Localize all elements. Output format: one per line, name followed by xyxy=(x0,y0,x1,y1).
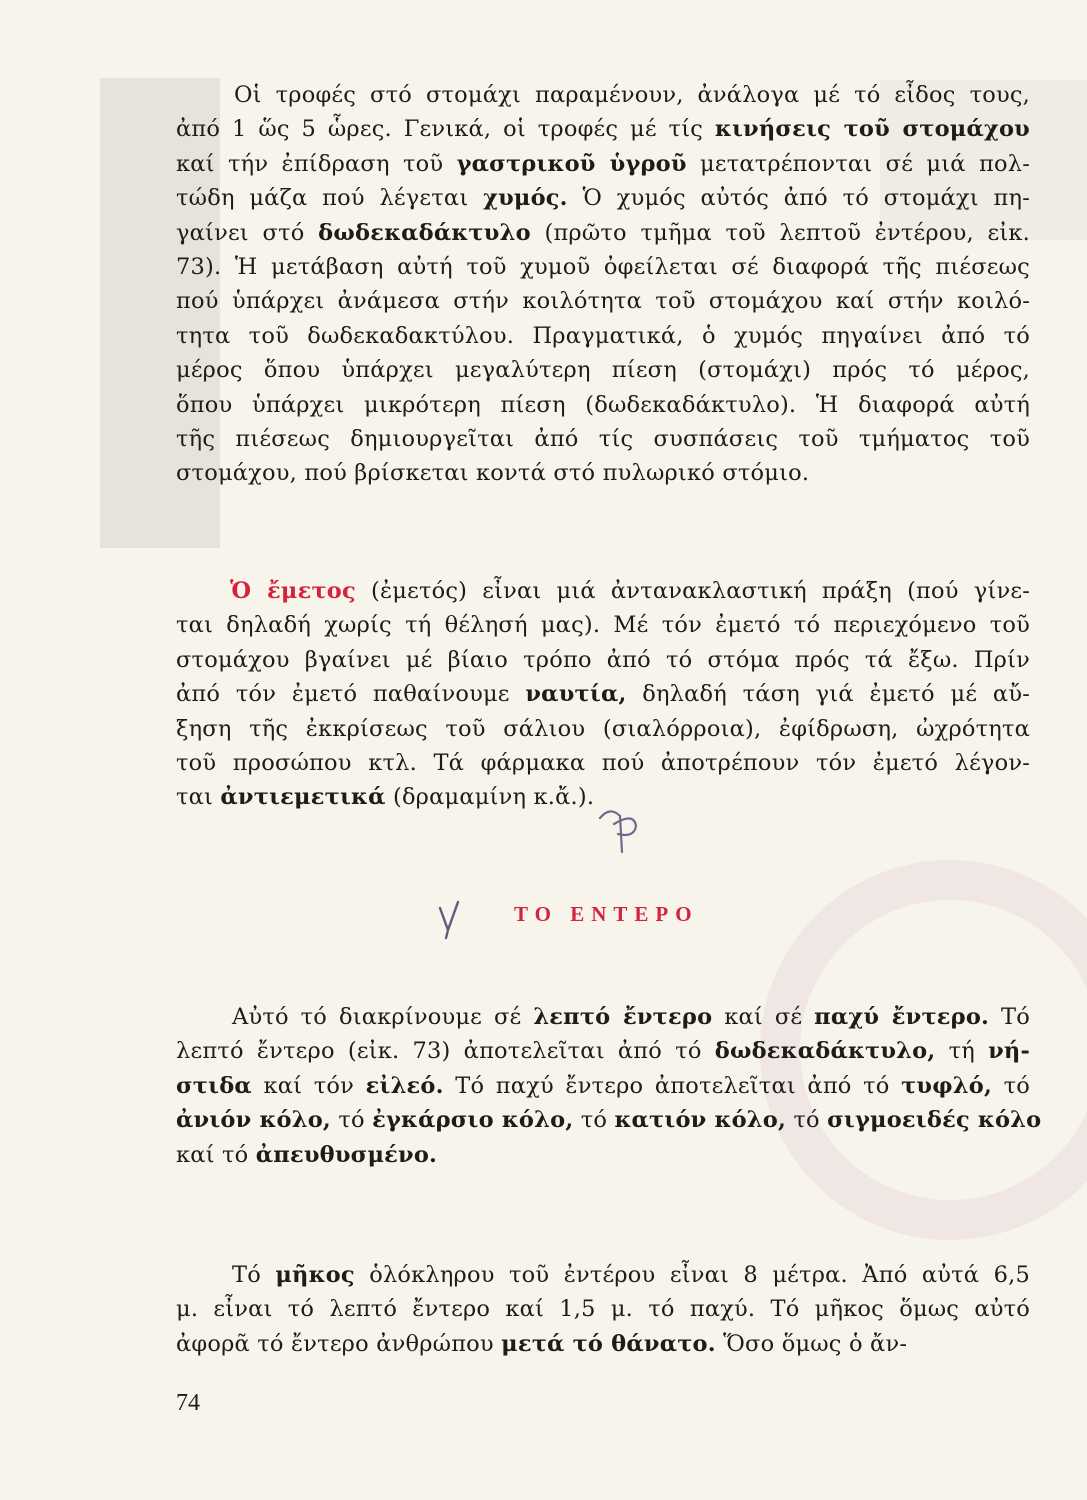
text-run: ἀπό τόν ἐμετό παθαίνουμε xyxy=(176,681,526,708)
text-line xyxy=(176,1138,1030,1172)
text-run: ται xyxy=(176,784,221,811)
page-number: 74 xyxy=(176,1390,200,1416)
text-line xyxy=(176,1258,1030,1292)
text-line xyxy=(176,677,1030,711)
text-line xyxy=(176,78,1030,112)
text-line xyxy=(176,319,1030,353)
text-run: τό xyxy=(992,1072,1030,1099)
text-run: (πρῶτο τμῆμα τοῦ λεπτοῦ ἐντέρου, εἰκ. xyxy=(530,219,1030,246)
text-run: τοῦ προσώπου κτλ. Τά φάρμακα πού ἀποτρέπουν τόν ἐμετό λέγον- xyxy=(176,750,1030,777)
highlighted-term: Ὁ ἔμετος xyxy=(230,578,356,604)
bold-term: ἀνιόν κόλο, xyxy=(176,1107,331,1134)
section-heading: ΤΟ ΕΝΤΕΡΟ xyxy=(514,902,699,926)
text-run: καί τήν ἐπίδραση τοῦ xyxy=(176,150,457,177)
bold-term: ναυτία, xyxy=(525,681,627,708)
text-run: τό xyxy=(573,1107,615,1134)
paragraph-intestine-length xyxy=(176,1258,1030,1361)
bold-term: γαστρικοῦ ὑγροῦ xyxy=(456,150,687,177)
bold-term: ἀπευθυσμένο. xyxy=(255,1141,438,1168)
text-run: δηλαδή τάση γιά ἐμετό μέ αὔ- xyxy=(626,681,1030,708)
bold-term: κατιόν κόλο, xyxy=(614,1107,787,1134)
text-line xyxy=(176,216,1030,250)
text-run: καί σέ xyxy=(712,1004,815,1030)
text-line xyxy=(176,456,1030,490)
text-run: Τό xyxy=(989,1004,1030,1030)
text-line xyxy=(176,1000,1030,1034)
text-line xyxy=(176,746,1030,780)
text-line xyxy=(176,147,1030,181)
text-run: (δραμαμίνη κ.ἄ.). xyxy=(385,784,595,811)
bold-term: ἀντιεμετικά xyxy=(220,784,386,811)
text-run: ὁλόκληρου τοῦ ἐντέρου εἶναι 8 μέτρα. Ἀπό αὐτά 6,5 xyxy=(354,1262,1030,1288)
bold-term: δωδεκαδάκτυλο xyxy=(318,219,531,246)
text-line xyxy=(176,574,1030,608)
text-run: τή xyxy=(935,1038,989,1065)
text-line xyxy=(176,250,1030,284)
text-run: 73). Ἡ μετάβαση αὐτή τοῦ χυμοῦ ὀφείλεται σέ διαφορά τῆς πιέσεως xyxy=(176,254,1030,281)
text-run: μετατρέπονται σέ μιά πολ- xyxy=(686,150,1030,177)
text-run: καί τόν xyxy=(251,1072,366,1099)
text-line xyxy=(176,112,1030,146)
bold-term: δωδεκαδάκτυλο, xyxy=(714,1038,936,1065)
bold-term: παχύ ἔντερο. xyxy=(814,1004,990,1030)
text-run: τώδη μάζα πού λέγεται xyxy=(176,185,484,212)
bold-term: λεπτό ἔντερο xyxy=(533,1004,713,1030)
bold-term: μετά τό θάνατο. xyxy=(501,1330,716,1357)
text-run: τητα τοῦ δωδεκαδακτύλου. Πραγματικά, ὁ χυμός πηγαίνει ἀπό τό xyxy=(176,322,1030,349)
text-line xyxy=(176,643,1030,677)
text-line xyxy=(176,388,1030,422)
text-run: ὅπου ὑπάρχει μικρότερη πίεση (δωδεκαδάκτυλο). Ἡ διαφορά αὐτή xyxy=(176,391,1030,418)
text-run: Αὐτό τό διακρίνουμε σέ xyxy=(232,1004,534,1030)
text-line xyxy=(176,353,1030,387)
text-run: ται δηλαδή χωρίς τή θέλησή μας). Μέ τόν ἐμετό τό περιεχόμενο τοῦ xyxy=(176,612,1030,639)
paragraph-vomiting xyxy=(176,574,1030,815)
text-run: μ. εἶναι τό λεπτό ἔντερο καί 1,5 μ. τό παχύ. Τό μῆκος ὅμως αὐτό xyxy=(176,1296,1030,1323)
bold-term: εἰλεό. xyxy=(365,1072,444,1099)
text-run: λεπτό ἔντερο (εἰκ. 73) ἀποτελεῖται ἀπό τό xyxy=(176,1038,715,1065)
paragraph-stomach-digestion xyxy=(176,78,1030,491)
text-run: ἀπό 1 ὥς 5 ὧρες. Γενικά, οἱ τροφές μέ τίς xyxy=(176,116,715,143)
bold-term: ἐγκάρσιο κόλο, xyxy=(372,1107,574,1134)
text-run: στομάχου, πού βρίσκεται κοντά στό πυλωρικό στόμιο. xyxy=(176,460,810,487)
text-run: Οἱ τροφές στό στομάχι παραμένουν, ἀνάλογα μέ τό εἶδος τους, xyxy=(234,82,1030,108)
text-run: Ὅσο ὅμως ὁ ἄν- xyxy=(715,1330,908,1357)
text-run: γαίνει στό xyxy=(176,219,319,246)
text-run: τό xyxy=(786,1107,828,1134)
text-line xyxy=(176,1069,1030,1103)
paragraph-intestine-parts xyxy=(176,1000,1042,1172)
text-run: ἀφορᾶ τό ἔντερο ἀνθρώπου xyxy=(176,1330,502,1357)
text-run: Τό xyxy=(232,1262,276,1288)
text-run: στομάχου βγαίνει μέ βίαιο τρόπο ἀπό τό στόμα πρός τά ἔξω. Πρίν xyxy=(176,646,1030,673)
text-run: τῆς πιέσεως δημιουργεῖται ἀπό τίς συσπάσεις τοῦ τμήματος τοῦ xyxy=(176,426,1030,453)
text-line xyxy=(176,1327,1030,1361)
bold-term: τυφλό, xyxy=(901,1072,993,1099)
bold-term: μῆκος xyxy=(275,1262,355,1288)
text-line xyxy=(176,284,1030,318)
text-line xyxy=(176,608,1030,642)
text-run: Τό παχύ ἔντερο ἀποτελεῖται ἀπό τό xyxy=(443,1072,902,1099)
text-run: τό xyxy=(330,1107,373,1134)
text-run: (ἐμετός) εἶναι μιά ἀντανακλαστική πράξη (πού γίνε- xyxy=(355,578,1030,604)
handwritten-y-mark xyxy=(436,900,462,940)
text-line xyxy=(176,422,1030,456)
bold-term: νή- xyxy=(988,1038,1030,1065)
handwritten-p-mark xyxy=(594,796,644,856)
text-run: Ὁ χυμός αὐτός ἀπό τό στομάχι πη- xyxy=(567,185,1031,212)
text-line xyxy=(176,1034,1030,1068)
text-run: μέρος ὅπου ὑπάρχει μεγαλύτερη πίεση (στομάχι) πρός τό μέρος, xyxy=(176,357,1030,384)
text-run: πού ὑπάρχει ἀνάμεσα στήν κοιλότητα τοῦ στομάχου καί στήν κοιλό- xyxy=(176,288,1030,315)
text-run: ξηση τῆς ἐκκρίσεως τοῦ σάλιου (σιαλόρροια), ἐφίδρωση, ὠχρότητα xyxy=(176,715,1030,742)
text-run: καί τό xyxy=(176,1141,256,1168)
bold-term: χυμός. xyxy=(483,185,568,212)
text-line xyxy=(176,1103,1042,1137)
text-line xyxy=(176,712,1030,746)
bold-term: κινήσεις τοῦ στομάχου xyxy=(714,116,1030,143)
text-line xyxy=(176,181,1030,215)
bold-term: στιδα xyxy=(176,1072,252,1099)
bold-term: σιγμοειδές κόλο xyxy=(827,1107,1042,1134)
text-line xyxy=(176,1292,1030,1326)
